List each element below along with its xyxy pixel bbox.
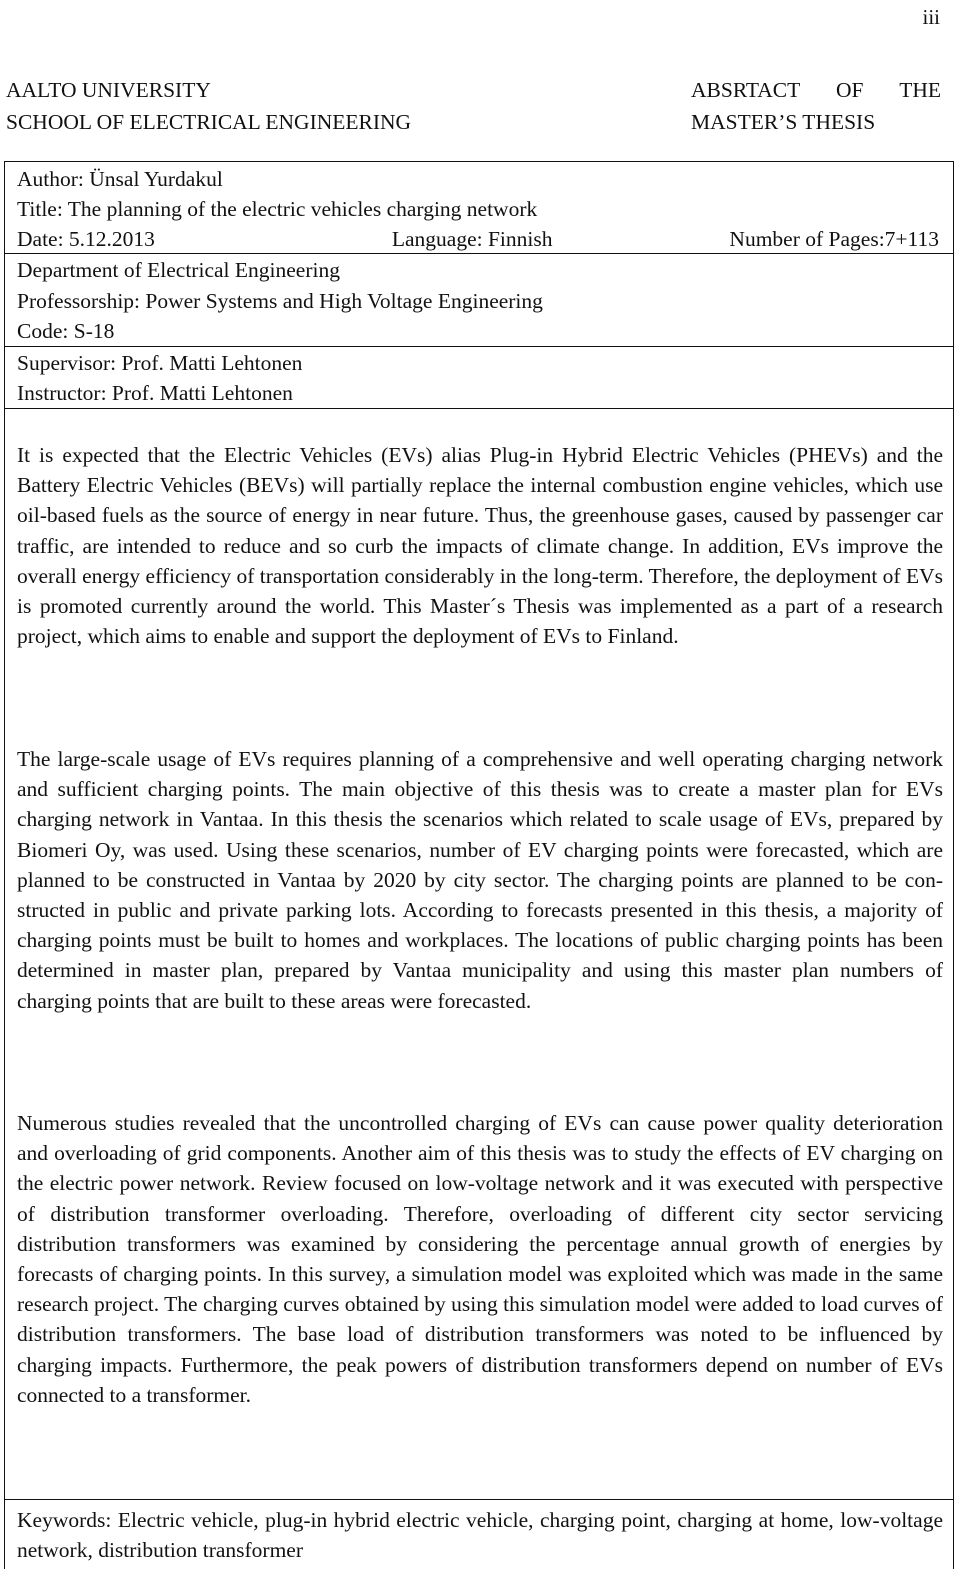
document-type-block [691,74,941,138]
keywords-text: Keywords: Electric vehicle, plug-in hybrid electric vehicle, charging point, charging at home, low-voltage network, distribution transformer [17,1508,943,1563]
date-line: Date: 5.12.2013 [17,227,155,251]
page-number: iii [922,5,940,29]
department-line: Department of Electrical Engineering [17,258,340,282]
document-type-line1 [691,74,941,106]
abstract-paragraph-1: It is expected that the Electric Vehicles (EVs) alias Plug-in Hybrid Electric Vehicles (PHEVs) and the Battery Electric Vehicles (BEVs) will partially replace the internal combustion engine vehicles, which use oil-based fuels as the source of energy in near future. Thus, the greenhouse gases, caused by passenger car traffic, are intended to reduce and so curb the impacts of climate change. In addition, EVs improve the overall energy efficiency of transportation considerably in the long-term. Therefore, the deployment of EVs is promoted currently around the world. This Master´s Thesis was implemented as a part of a research project, which aims to enable and support the deployment of EVs to Finland. [17,443,943,649]
document-type-line2: MASTER’S THESIS [691,110,876,134]
divider-after-code [4,346,954,347]
abstract-paragraph-3: Numerous studies revealed that the uncontrolled charging of EVs can cause power quality deterioration and overloading of grid components. Another aim of this thesis was to study the effects of EV charging on the electric power network. Review focused on low-voltage network and it was executed with perspective of distribution transformer overloading. Therefore, overloading of different city sector servicing distribution transformers was examined by considering the percentage annual growth of energies by forecasts of charging points. In this survey, a simulation model was exploited which was made in the same research project. The charging curves obtained by using this simulation model were added to load curves of distribution transformers. The base load of distribution transformers was noted to be influenced by charging impacts. Furthermore, the peak powers of distribution transformers depend on number of EVs connected to a transformer. [17,1111,943,1407]
abstract-paragraph-2: The large-scale usage of EVs requires planning of a comprehensive and well operating charging network and sufficient charging points. The main objective of this thesis was to create a master plan for EVs charging network in Vantaa. In this thesis the scenarios which related to scale usage of EVs, prepared by Biomeri Oy, was used. Using these scenarios, number of EV charging points were forecasted, which are planned to be constructed in Vantaa by 2020 by city sector. The charging points are planned to be constructed in public and private parking lots. According to forecasts presented in this thesis, a majority of charging points must be built to homes and workplaces. The locations of public charging points has been determined in master plan, prepared by Vantaa municipality and using this master plan numbers of charging points that are built to these areas were forecasted. [17,747,943,1013]
university-name: AALTO UNIVERSITY [6,78,211,102]
keywords-box [4,1500,954,1569]
professorship-line: Professorship: Power Systems and High Voltage Engineering [17,289,543,313]
date-language-pages-row [17,224,939,254]
thesis-info-box [4,161,954,408]
author-line: Author: Ünsal Yurdakul [17,167,223,191]
abstract-box [4,408,954,1500]
school-name: SCHOOL OF ELECTRICAL ENGINEERING [6,110,412,134]
code-line: Code: S-18 [17,319,115,343]
pages-line: Number of Pages:7+113 [729,227,939,251]
divider-after-date [4,253,954,254]
language-line: Language: Finnish [391,227,553,251]
instructor-line: Instructor: Prof. Matti Lehtonen [17,381,293,405]
document-type-word: THE [899,78,941,102]
supervisor-line: Supervisor: Prof. Matti Lehtonen [17,351,303,375]
document-type-word: OF [836,78,864,102]
institution-block [6,74,411,138]
document-type-word: ABSRTACT [691,78,801,102]
title-line: Title: The planning of the electric vehicles charging network [17,197,538,221]
